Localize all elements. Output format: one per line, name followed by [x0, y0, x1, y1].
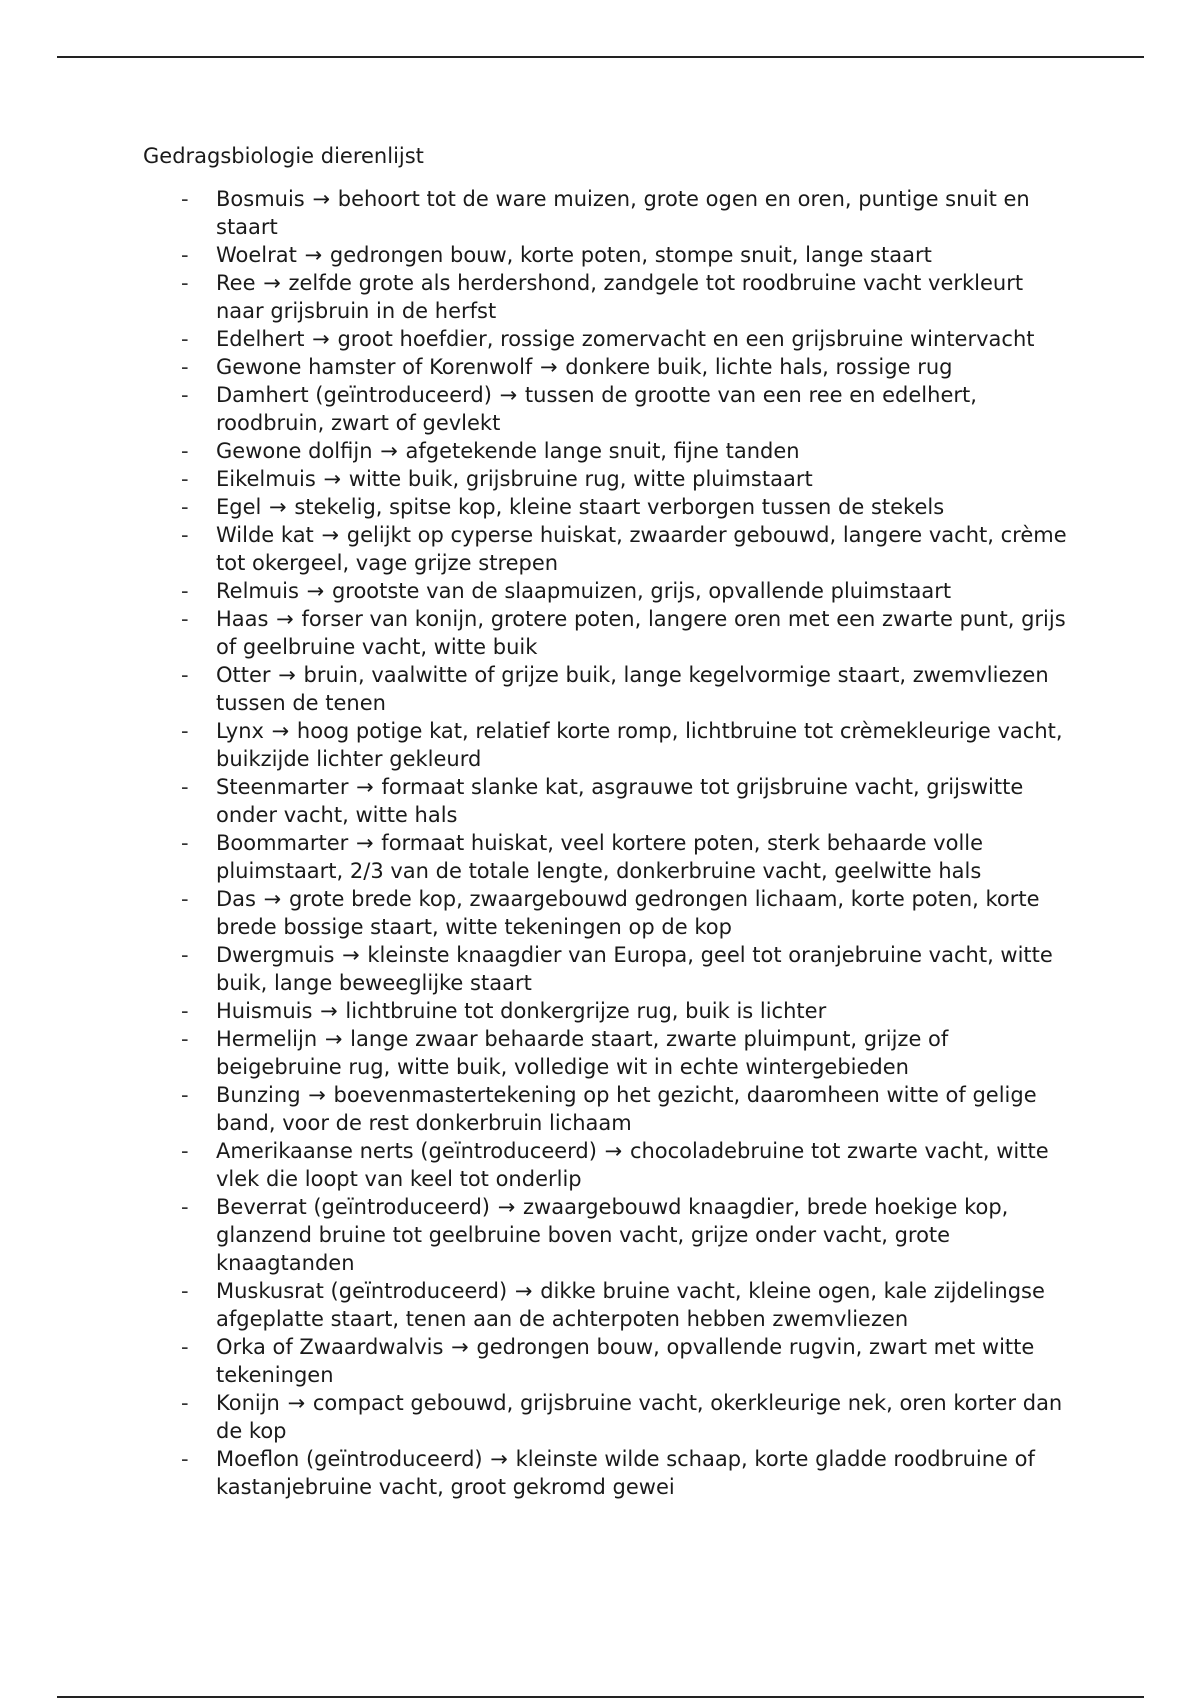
animal-name: Ree: [216, 271, 256, 295]
list-item: [0, 1277, 1070, 1333]
bullet-dash: -: [181, 999, 189, 1023]
animal-description: hoog potige kat, relatief korte romp, lichtbruine tot crèmekleurige vacht, buikzijde lichter gekleurd: [216, 719, 1063, 771]
animal-name: Steenmarter: [216, 775, 349, 799]
list-item: [0, 493, 1070, 521]
arrow-right-icon: →: [320, 999, 338, 1023]
animal-description: lichtbruine tot donkergrijze rug, buik is lichter: [345, 999, 827, 1023]
animal-name: Haas: [216, 607, 269, 631]
list-item: [0, 465, 1070, 493]
arrow-right-icon: →: [356, 775, 374, 799]
list-item: [0, 997, 1070, 1025]
animal-name: Huismuis: [216, 999, 313, 1023]
arrow-right-icon: →: [312, 327, 330, 351]
arrow-right-icon: →: [324, 1027, 343, 1051]
list-item: [0, 1137, 1070, 1193]
animal-name: Edelhert: [216, 327, 305, 351]
animal-list: [0, 185, 1200, 1501]
animal-name: Konijn: [216, 1391, 280, 1415]
bullet-dash: -: [181, 579, 189, 603]
arrow-right-icon: →: [321, 523, 340, 547]
arrow-right-icon: →: [308, 1083, 326, 1107]
bullet-dash: -: [181, 1195, 189, 1219]
bullet-dash: -: [181, 1447, 189, 1471]
list-item: [0, 605, 1070, 661]
bullet-dash: -: [181, 327, 189, 351]
list-item: [0, 1389, 1070, 1445]
bullet-dash: -: [181, 467, 189, 491]
bullet-dash: -: [181, 887, 189, 911]
animal-description: behoort tot de ware muizen, grote ogen en oren, puntige snuit en staart: [216, 187, 1030, 239]
bullet-dash: -: [181, 775, 189, 799]
arrow-right-icon: →: [278, 663, 296, 687]
bullet-dash: -: [181, 1139, 189, 1163]
bullet-dash: -: [181, 663, 189, 687]
list-item: [0, 1081, 1070, 1137]
arrow-right-icon: →: [271, 719, 290, 743]
arrow-right-icon: →: [499, 383, 518, 407]
animal-description: formaat huiskat, veel kortere poten, sterk behaarde volle pluimstaart, 2/3 van de totale lengte, donkerbruine vacht, geelwitte hals: [216, 831, 984, 883]
animal-description: kleinste knaagdier van Europa, geel tot oranjebruine vacht, witte buik, lange beweeglijke staart: [216, 943, 1053, 995]
animal-name: Otter: [216, 663, 271, 687]
list-item: [0, 241, 1070, 269]
bullet-dash: -: [181, 243, 189, 267]
bullet-dash: -: [181, 719, 189, 743]
animal-name: Egel: [216, 495, 262, 519]
animal-description: afgetekende lange snuit, fijne tanden: [405, 439, 800, 463]
arrow-right-icon: →: [514, 1279, 533, 1303]
bullet-dash: -: [181, 943, 189, 967]
animal-name: Beverrat (geïntroduceerd): [216, 1195, 491, 1219]
list-item: [0, 381, 1070, 437]
arrow-right-icon: →: [304, 243, 323, 267]
bullet-dash: -: [181, 495, 189, 519]
arrow-right-icon: →: [540, 355, 558, 379]
list-item: [0, 521, 1070, 577]
arrow-right-icon: →: [490, 1447, 508, 1471]
animal-description: stekelig, spitse kop, kleine staart verborgen tussen de stekels: [294, 495, 945, 519]
animal-name: Lynx: [216, 719, 264, 743]
bullet-dash: -: [181, 1391, 189, 1415]
animal-description: witte buik, grijsbruine rug, witte pluimstaart: [348, 467, 813, 491]
arrow-right-icon: →: [306, 579, 325, 603]
bullet-dash: -: [181, 1335, 189, 1359]
animal-description: compact gebouwd, grijsbruine vacht, okerkleurige nek, oren korter dan de kop: [216, 1391, 1063, 1443]
animal-description: dikke bruine vacht, kleine ogen, kale zijdelingse afgeplatte staart, tenen aan de achterpoten hebben zwemvliezen: [216, 1279, 1045, 1331]
animal-description: zwaargebouwd knaagdier, brede hoekige kop, glanzend bruine tot geelbruine boven vacht, grijze onder vacht, grote knaagtanden: [216, 1195, 1009, 1275]
arrow-right-icon: →: [263, 887, 282, 911]
animal-name: Moeflon (geïntroduceerd): [216, 1447, 483, 1471]
bullet-dash: -: [181, 831, 189, 855]
animal-description: kleinste wilde schaap, korte gladde roodbruine of kastanjebruine vacht, groot gekromd gewei: [216, 1447, 1035, 1499]
list-item: [0, 885, 1070, 941]
list-item: [0, 1025, 1070, 1081]
animal-description: chocoladebruine tot zwarte vacht, witte vlek die loopt van keel tot onderlip: [216, 1139, 1049, 1191]
arrow-right-icon: →: [342, 943, 360, 967]
bullet-dash: -: [181, 1027, 189, 1051]
bullet-dash: -: [181, 523, 189, 547]
arrow-right-icon: →: [497, 1195, 516, 1219]
bullet-dash: -: [181, 383, 189, 407]
animal-name: Eikelmuis: [216, 467, 316, 491]
list-item: [0, 717, 1070, 773]
animal-description: gelijkt op cyperse huiskat, zwaarder gebouwd, langere vacht, crème tot okergeel, vage grijze strepen: [216, 523, 1067, 575]
header-rule: [57, 56, 1144, 58]
arrow-right-icon: →: [604, 1139, 623, 1163]
list-item: [0, 1333, 1070, 1389]
bullet-dash: -: [181, 607, 189, 631]
list-item: [0, 437, 1070, 465]
footer-rule: [57, 1696, 1144, 1698]
animal-description: boevenmastertekening op het gezicht, daaromheen witte of gelige band, voor de rest donkerbruin lichaam: [216, 1083, 1037, 1135]
list-item: [0, 773, 1070, 829]
animal-name: Amerikaanse nerts (geïntroduceerd): [216, 1139, 597, 1163]
list-item: [0, 829, 1070, 885]
arrow-right-icon: →: [323, 467, 342, 491]
page-title: Gedragsbiologie dierenlijst: [143, 144, 424, 168]
arrow-right-icon: →: [269, 495, 287, 519]
animal-name: Gewone dolfijn: [216, 439, 373, 463]
list-item: [0, 577, 1070, 605]
arrow-right-icon: →: [276, 607, 294, 631]
animal-description: lange zwaar behaarde staart, zwarte pluimpunt, grijze of beigebruine rug, witte buik, volledige wit in echte wintergebieden: [216, 1027, 949, 1079]
list-item: [0, 1193, 1070, 1277]
animal-name: Bunzing: [216, 1083, 301, 1107]
animal-name: Das: [216, 887, 256, 911]
animal-description: formaat slanke kat, asgrauwe tot grijsbruine vacht, grijswitte onder vacht, witte hals: [216, 775, 1024, 827]
bullet-dash: -: [181, 1279, 189, 1303]
arrow-right-icon: →: [356, 831, 374, 855]
animal-description: grootste van de slaapmuizen, grijs, opvallende pluimstaart: [331, 579, 952, 603]
animal-name: Woelrat: [216, 243, 297, 267]
animal-name: Hermelijn: [216, 1027, 318, 1051]
list-item: [0, 941, 1070, 997]
arrow-right-icon: →: [312, 187, 331, 211]
list-item: [0, 1445, 1070, 1501]
animal-description: gedrongen bouw, korte poten, stompe snuit, lange staart: [329, 243, 932, 267]
animal-description: groot hoefdier, rossige zomervacht en een grijsbruine wintervacht: [337, 327, 1035, 351]
bullet-dash: -: [181, 355, 189, 379]
list-item: [0, 269, 1070, 325]
list-item: [0, 353, 1070, 381]
animal-description: grote brede kop, zwaargebouwd gedrongen lichaam, korte poten, korte brede bossige staart, witte tekeningen op de kop: [216, 887, 1040, 939]
animal-name: Gewone hamster of Korenwolf: [216, 355, 533, 379]
animal-name: Relmuis: [216, 579, 299, 603]
animal-description: forser van konijn, grotere poten, langere oren met een zwarte punt, grijs of geelbruine vacht, witte buik: [216, 607, 1066, 659]
animal-description: zelfde grote als herdershond, zandgele tot roodbruine vacht verkleurt naar grijsbruin in de herfst: [216, 271, 1024, 323]
animal-name: Orka of Zwaardwalvis: [216, 1335, 444, 1359]
animal-description: bruin, vaalwitte of grijze buik, lange kegelvormige staart, zwemvliezen tussen de tenen: [216, 663, 1049, 715]
list-item: [0, 325, 1070, 353]
animal-description: gedrongen bouw, opvallende rugvin, zwart met witte tekeningen: [216, 1335, 1035, 1387]
animal-name: Muskusrat (geïntroduceerd): [216, 1279, 508, 1303]
animal-name: Dwergmuis: [216, 943, 335, 967]
animal-name: Bosmuis: [216, 187, 305, 211]
arrow-right-icon: →: [451, 1335, 469, 1359]
bullet-dash: -: [181, 187, 189, 211]
animal-name: Boommarter: [216, 831, 349, 855]
arrow-right-icon: →: [263, 271, 281, 295]
list-item: [0, 661, 1070, 717]
bullet-dash: -: [181, 439, 189, 463]
animal-description: donkere buik, lichte hals, rossige rug: [565, 355, 953, 379]
arrow-right-icon: →: [287, 1391, 306, 1415]
list-item: [0, 185, 1070, 241]
animal-description: tussen de grootte van een ree en edelhert, roodbruin, zwart of gevlekt: [216, 383, 977, 435]
bullet-dash: -: [181, 1083, 189, 1107]
animal-name: Wilde kat: [216, 523, 314, 547]
animal-name: Damhert (geïntroduceerd): [216, 383, 492, 407]
bullet-dash: -: [181, 271, 189, 295]
arrow-right-icon: →: [380, 439, 398, 463]
